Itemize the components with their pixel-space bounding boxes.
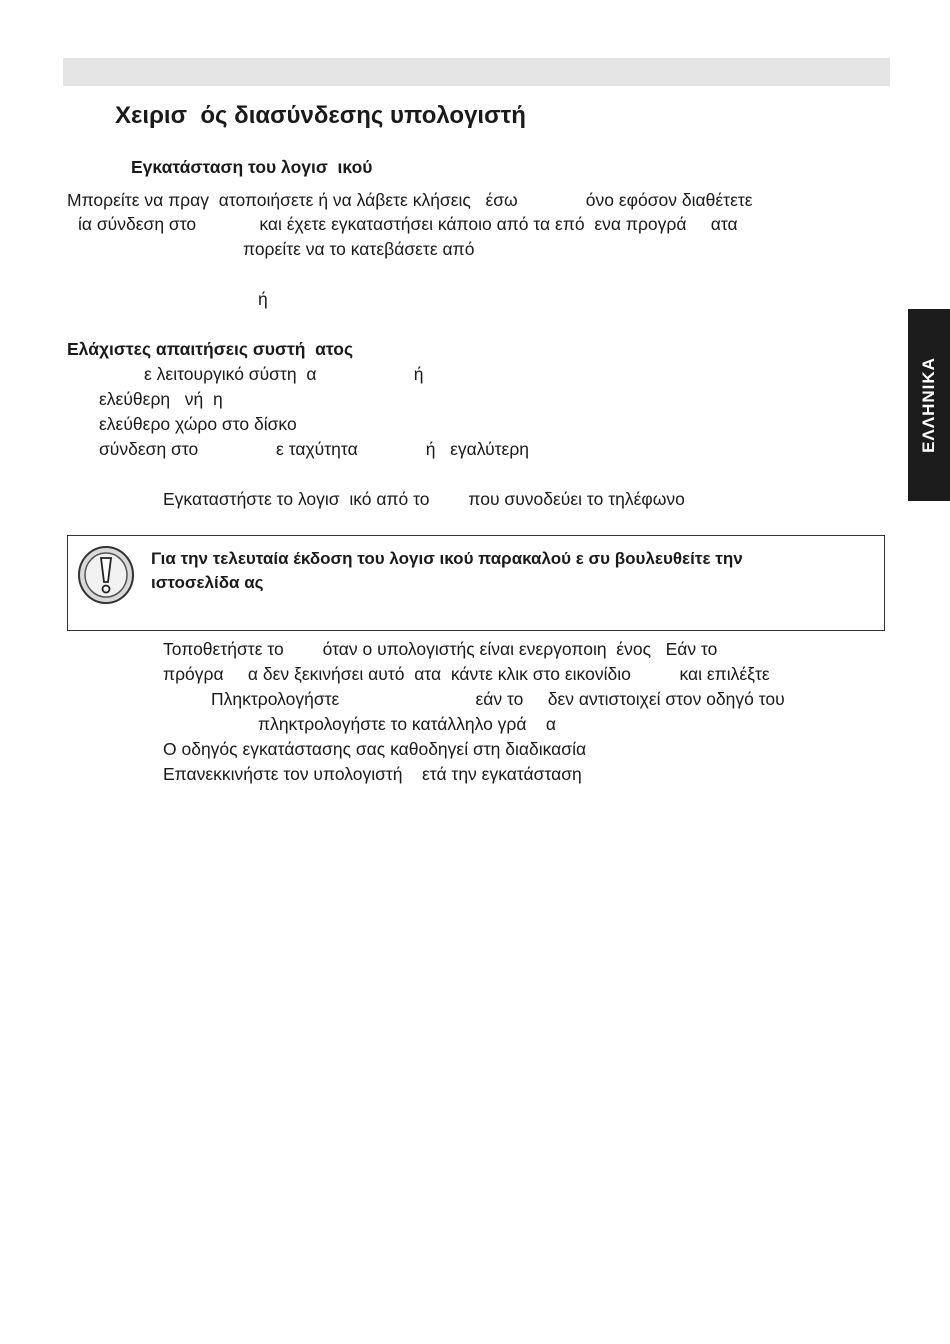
intro-line-4: ή xyxy=(258,289,268,309)
requirement-item: ελεύθερο χώρο στο δίσκο xyxy=(99,414,297,434)
note-line-1: Για την τελευταία έκδοση του λογισ ικού παρακαλού ε συ βουλευθείτε την xyxy=(151,549,743,568)
step-line: Επανεκκινήστε τον υπολογιστή ετά την εγκατάσταση xyxy=(163,764,582,784)
step-line: πρόγρα α δεν ξεκινήσει αυτό ατα κάντε κλικ στο εικονίδιο και επιλέξτε xyxy=(163,664,770,684)
page-title: Χειρισ ός διασύνδεσης υπολογιστή xyxy=(115,102,526,129)
note-text xyxy=(151,547,876,595)
header-bar xyxy=(63,58,890,86)
intro-line-3: πορείτε να το κατεβάσετε από xyxy=(243,239,475,259)
exclamation-icon xyxy=(77,545,135,605)
step-line: πληκτρολογήστε το κατάλληλο γρά α xyxy=(258,714,557,734)
language-tab-label: ΕΛΛΗΝΙΚΑ xyxy=(919,357,938,453)
requirement-item: ε λειτουργικό σύστη α ή xyxy=(144,364,424,384)
requirement-item: σύνδεση στο ε ταχύτητα ή εγαλύτερη xyxy=(99,439,530,459)
step-line: Ο οδηγός εγκατάστασης σας καθοδηγεί στη διαδικασία xyxy=(163,739,587,759)
requirement-item: ελεύθερη νή η xyxy=(99,389,223,409)
step-line: Πληκτρολογήστε εάν το δεν αντιστοιχεί στον οδηγό του xyxy=(211,689,785,709)
intro-line-1: Μπορείτε να πραγ ατοποιήσετε ή να λάβετε κλήσεις έσω όνο εφόσον διαθέτετε xyxy=(67,190,753,210)
language-tab xyxy=(908,309,950,501)
requirements-heading: Ελάχιστες απαιτήσεις συστή ατος xyxy=(67,339,354,359)
note-line-2: ιστοσελίδα ας xyxy=(151,573,264,592)
step-line: Τοποθετήστε το όταν ο υπολογιστής είναι ενεργοποιη ένος Εάν το xyxy=(163,639,718,659)
section-heading: Εγκατάσταση του λογισ ικού xyxy=(131,157,373,177)
intro-line-2: ία σύνδεση στο και έχετε εγκαταστήσει κάποιο από τα επό ενα προγρά ατα xyxy=(78,214,738,234)
note-box xyxy=(67,535,885,631)
install-instruction: Εγκαταστήστε το λογισ ικό από το που συνοδεύει το τηλέφωνο xyxy=(163,489,685,509)
